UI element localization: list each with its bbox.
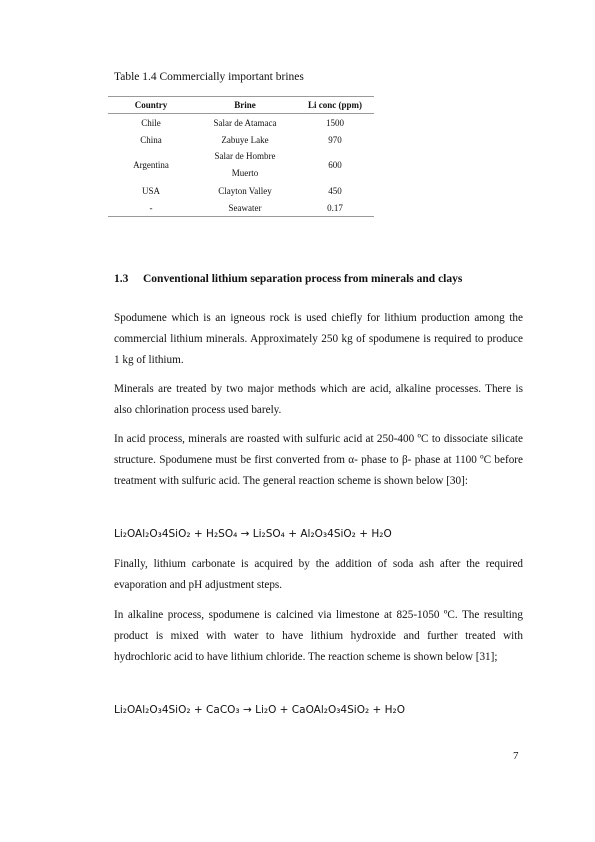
paragraph-spodumene: Spodumene which is an igneous rock is used chiefly for lithium production among the commercial lithium minerals. Approximately 250 kg of spodumene is required to produce 1 kg of lithium.: [114, 312, 523, 366]
table-row: [108, 199, 374, 217]
cell-conc: 970: [328, 134, 342, 145]
cell-brine: Clayton Valley: [218, 185, 272, 196]
section-title: Conventional lithium separation process from minerals and clays: [143, 273, 463, 285]
paragraph-acid-process: In acid process, minerals are roasted with sulfuric acid at 250-400 ºC to dissociate silicate structure. Spodumene must be first converted from α- phase to β- phase at 1100 ºC before treatment with sulfuric acid. The general reaction scheme is shown below [30]:: [114, 433, 523, 487]
table-row: [108, 182, 374, 199]
cell-conc: 600: [328, 159, 342, 170]
cell-brine: Zabuye Lake: [221, 134, 269, 145]
equation-text: Li₂OAl₂O₃4SiO₂ + CaCO₃ → Li₂O + CaOAl₂O₃4SiO₂ + H₂O: [114, 704, 406, 716]
cell-country: USA: [141, 185, 160, 196]
equation-acid-reaction: [114, 528, 392, 540]
table-row: [108, 131, 374, 148]
section-number: 1.3: [114, 273, 129, 285]
cell-brine: Salar de Atamaca: [213, 117, 277, 128]
cell-country: Argentina: [133, 159, 169, 170]
table-row: [108, 148, 374, 182]
section-heading: [114, 273, 462, 285]
table-row: [108, 114, 374, 132]
cell-brine-line: Salar de Hombre: [214, 151, 276, 161]
equation-text: Li₂OAl₂O₃4SiO₂ + H₂SO₄ → Li₂SO₄ + Al₂O₃4SiO₂ + H₂O: [114, 528, 392, 540]
cell-conc: 450: [328, 185, 342, 196]
paragraph-carbonate: Finally, lithium carbonate is acquired by the addition of soda ash after the required evaporation and pH adjustment steps.: [114, 558, 523, 591]
brines-table: [108, 96, 374, 217]
column-header-country: Country: [108, 97, 194, 114]
page-number: 7: [513, 750, 519, 762]
table-caption: Table 1.4 Commercially important brines: [114, 71, 304, 83]
cell-brine-line: Muerto: [231, 168, 259, 178]
table-header-row: [108, 97, 374, 114]
cell-brine: [194, 148, 296, 182]
equation-alkaline-reaction: [114, 704, 405, 716]
paragraph-alkaline-process: In alkaline process, spodumene is calcined via limestone at 825-1050 ºC. The resulting product is mixed with water to have lithium hydroxide and further treated with hydrochloric acid to have lithium chloride. The reaction scheme is shown below [31];: [114, 609, 523, 663]
cell-conc: 1500: [326, 117, 344, 128]
column-header-li-conc: Li conc (ppm): [296, 97, 374, 114]
paragraph-methods: Minerals are treated by two major methods which are acid, alkaline processes. There is also chlorination process used barely.: [114, 383, 523, 416]
cell-country: -: [108, 199, 194, 217]
cell-country: China: [140, 134, 162, 145]
cell-country: Chile: [141, 117, 161, 128]
cell-brine: Seawater: [194, 199, 296, 217]
column-header-brine: Brine: [194, 97, 296, 114]
cell-conc: 0.17: [296, 199, 374, 217]
